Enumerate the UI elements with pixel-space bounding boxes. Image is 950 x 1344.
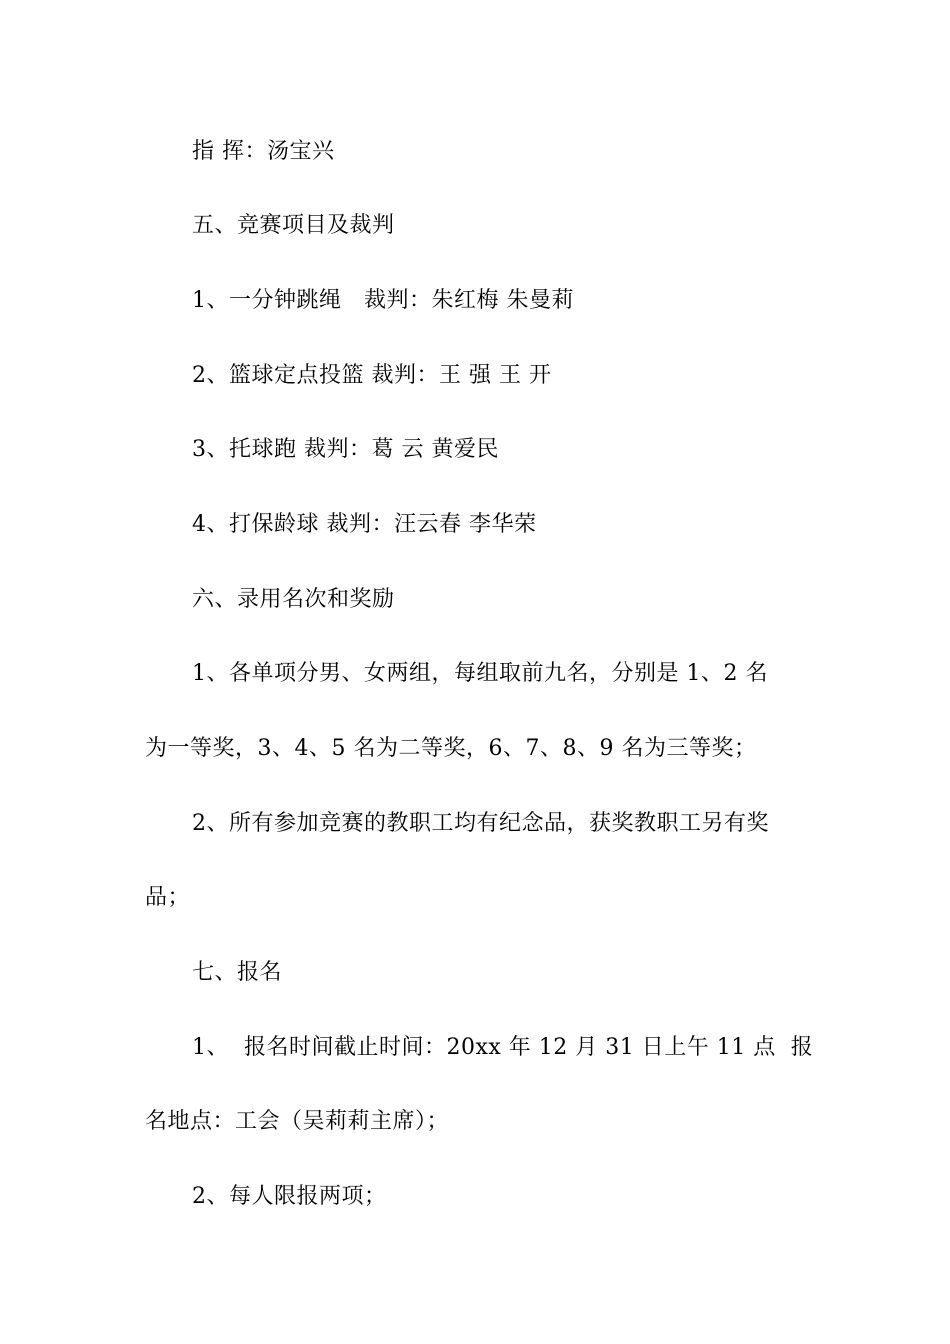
text-line-signup-2: 2、每人限报两项； bbox=[192, 1184, 387, 1209]
text-line-commander: 指 挥：汤宝兴 bbox=[192, 139, 335, 164]
heading-section-7: 七、报名 bbox=[192, 960, 283, 985]
text-line-award-2a: 2、所有参加竞赛的教职工均有纪念品，获奖教职工另有奖 bbox=[192, 811, 769, 836]
text-line-event-3: 3、托球跑 裁判：葛 云 黄爱民 bbox=[192, 437, 499, 462]
text-line-award-1b: 为一等奖，3、4、5 名为二等奖，6、7、8、9 名为三等奖； bbox=[145, 736, 757, 761]
text-line-event-2: 2、篮球定点投篮 裁判：王 强 王 开 bbox=[192, 363, 552, 388]
text-line-signup-1a: 1、 报名时间截止时间：20xx 年 12 月 31 日上午 11 点 报 bbox=[192, 1035, 814, 1060]
heading-section-6: 六、录用名次和奖励 bbox=[192, 587, 395, 612]
text-line-award-1a: 1、各单项分男、女两组，每组取前九名，分别是 1、2 名 bbox=[192, 661, 768, 686]
text-line-award-2b: 品； bbox=[145, 885, 191, 910]
text-line-event-1: 1、一分钟跳绳 裁判：朱红梅 朱曼莉 bbox=[192, 288, 574, 313]
text-line-event-4: 4、打保龄球 裁判：汪云春 李华荣 bbox=[192, 512, 537, 537]
heading-section-5: 五、竞赛项目及裁判 bbox=[192, 213, 395, 238]
text-line-signup-1b: 名地点：工会（吴莉莉主席）； bbox=[145, 1109, 450, 1134]
